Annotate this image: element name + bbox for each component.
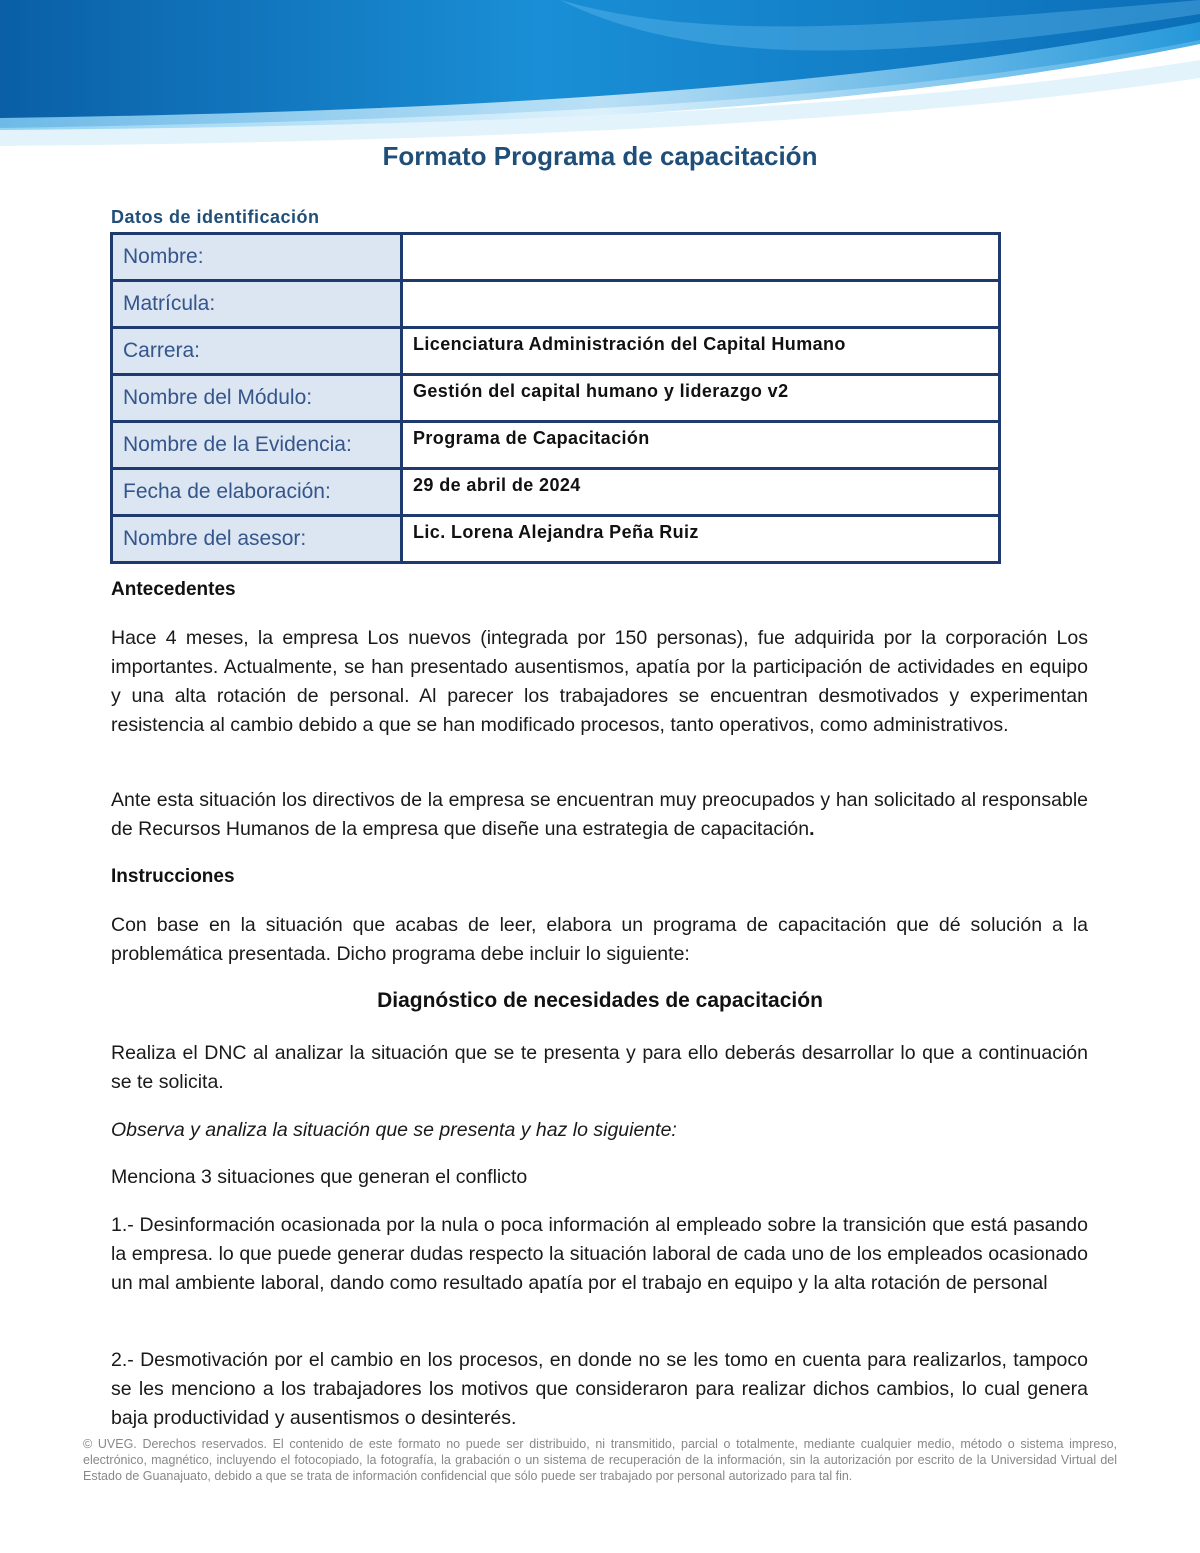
label-carrera: Carrera:	[112, 328, 402, 375]
label-nombre: Nombre:	[112, 234, 402, 281]
label-evidencia: Nombre de la Evidencia:	[112, 422, 402, 469]
value-evidencia: Programa de Capacitación	[402, 422, 1000, 469]
header-banner	[0, 0, 1200, 150]
value-nombre	[402, 234, 1000, 281]
table-row	[112, 234, 1000, 281]
antecedentes-paragraph-2	[111, 786, 1088, 844]
label-fecha: Fecha de elaboración:	[112, 469, 402, 516]
label-asesor: Nombre del asesor:	[112, 516, 402, 563]
dnc-item-2: 2.- Desmotivación por el cambio en los procesos, en donde no se les tomo en cuenta para realizarlos, tampoco se les menciono a los trabajadores los motivos que consideraron para realizar dichos cambios, lo cual genera baja productividad y ausentismos o desinterés.	[111, 1349, 1088, 1429]
value-asesor: Lic. Lorena Alejandra Peña Ruiz	[402, 516, 1000, 563]
table-row	[112, 469, 1000, 516]
dnc-paragraph-3: Menciona 3 situaciones que generan el conflicto	[111, 1166, 528, 1188]
dnc-paragraph-1: Realiza el DNC al analizar la situación que se te presenta y para ello deberás desarrollar lo que a continuación se te solicita.	[111, 1042, 1088, 1093]
table-row	[112, 422, 1000, 469]
dnc-title: Diagnóstico de necesidades de capacitación	[377, 989, 823, 1012]
table-row	[112, 375, 1000, 422]
antecedentes-paragraph-2-text: Ante esta situación los directivos de la empresa se encuentran muy preocupados y han solicitado al responsable de Recursos Humanos de la empresa que diseñe una estrategia de capacitación	[111, 789, 1088, 840]
identification-table	[110, 232, 1001, 564]
value-carrera: Licenciatura Administración del Capital Humano	[402, 328, 1000, 375]
instrucciones-heading: Instrucciones	[111, 866, 235, 887]
table-row	[112, 281, 1000, 328]
table-row	[112, 516, 1000, 563]
antecedentes-paragraph-2-end: .	[809, 818, 815, 840]
value-modulo: Gestión del capital humano y liderazgo v2	[402, 375, 1000, 422]
antecedentes-heading: Antecedentes	[111, 579, 236, 600]
value-matricula	[402, 281, 1000, 328]
label-modulo: Nombre del Módulo:	[112, 375, 402, 422]
value-fecha: 29 de abril de 2024	[402, 469, 1000, 516]
document-title: Formato Programa de capacitación	[382, 141, 818, 171]
copyright-footer: © UVEG. Derechos reservados. El contenido de este formato no puede ser distribuido, ni transmitido, parcial o totalmente, mediante cualquier medio, método o sistema impreso, electrónico, magnético, incluyendo el fotocopiado, la fotografía, la grabación o un sistema de recuperación de la información, sin la autorización por escrito de la Universidad Virtual del Estado de Guanajuato, debido a que se trata de información confidencial que sólo puede ser trabajado por personal autorizado para tal fin.	[83, 1437, 1117, 1483]
antecedentes-paragraph-1: Hace 4 meses, la empresa Los nuevos (integrada por 150 personas), fue adquirida por la corporación Los importantes. Actualmente, se han presentado ausentismos, apatía por la participación de actividades en equipo y una alta rotación de personal. Al parecer los trabajadores se encuentran desmotivados y experimentan resistencia al cambio debido a que se han modificado procesos, tanto operativos, como administrativos.	[111, 627, 1088, 736]
dnc-item-1: 1.- Desinformación ocasionada por la nula o poca información al empleado sobre la transición que está pasando la empresa. lo que puede generar dudas respecto la situación laboral de cada uno de los empleados ocasionado un mal ambiente laboral, dando como resultado apatía por el trabajo en equipo y la alta rotación de personal	[111, 1214, 1088, 1294]
label-matricula: Matrícula:	[112, 281, 402, 328]
identification-heading: Datos de identificación	[111, 207, 320, 227]
table-row	[112, 328, 1000, 375]
dnc-paragraph-2: Observa y analiza la situación que se presenta y haz lo siguiente:	[111, 1119, 677, 1141]
instrucciones-paragraph: Con base en la situación que acabas de leer, elabora un programa de capacitación que dé solución a la problemática presentada. Dicho programa debe incluir lo siguiente:	[111, 914, 1088, 965]
